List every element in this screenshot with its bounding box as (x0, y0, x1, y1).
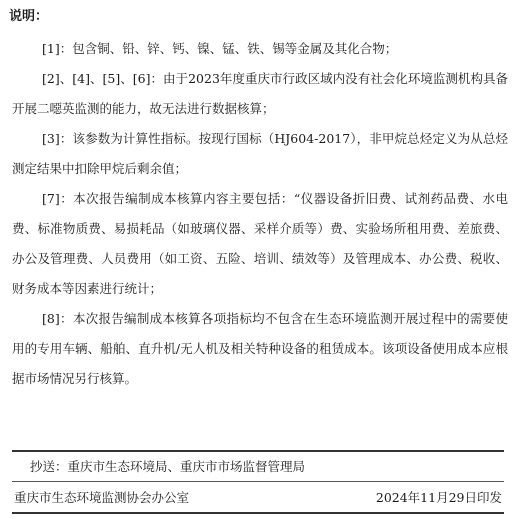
footer-top-rule (12, 450, 504, 452)
note-7: [7]：本次报告编制成本核算内容主要包括：“仪器设备折旧费、试剂药品费、水电费、标准物质费、易损耗品（如玻璃仪器、采样介质等）费、实验场所租用费、差旅费、办公及管理费、人员费用（如工资、五险、培训、绩效等）及管理成本、办公费、税收、财务成本等因素进行统计； (12, 191, 508, 296)
note-3: [3]：该参数为计算性指标。按现行国标（HJ604-2017），非甲烷总烃定义为从总烃测定结果中扣除甲烷后剩余值； (12, 131, 508, 176)
issue-date: 2024年11月29日印发 (375, 490, 502, 505)
cc-line: 抄送：重庆市生态环境局、重庆市市场监督管理局 (30, 459, 306, 474)
issuing-office: 重庆市生态环境监测协会办公室 (14, 490, 190, 505)
note-8: [8]：本次报告编制成本核算各项指标均不包含在生态环境监测开展过程中的需要使用的专用车辆、船舶、直升机/无人机及相关特种设备的租赁成本。该项设备使用成本应根据市场情况另行核算。 (12, 311, 508, 386)
notes-heading: 说明： (9, 9, 49, 24)
note-1: [1]：包含铜、铅、锌、钙、镍、锰、铁、锡等金属及其化合物； (42, 41, 398, 56)
note-2: [2]、[4]、[5]、[6]：由于2023年度重庆市行政区域内没有社会化环境监测机构具备开展二噁英监测的能力，故无法进行数据核算； (12, 71, 508, 116)
footer-bottom-rule (12, 512, 504, 514)
footer-middle-rule (12, 481, 504, 482)
